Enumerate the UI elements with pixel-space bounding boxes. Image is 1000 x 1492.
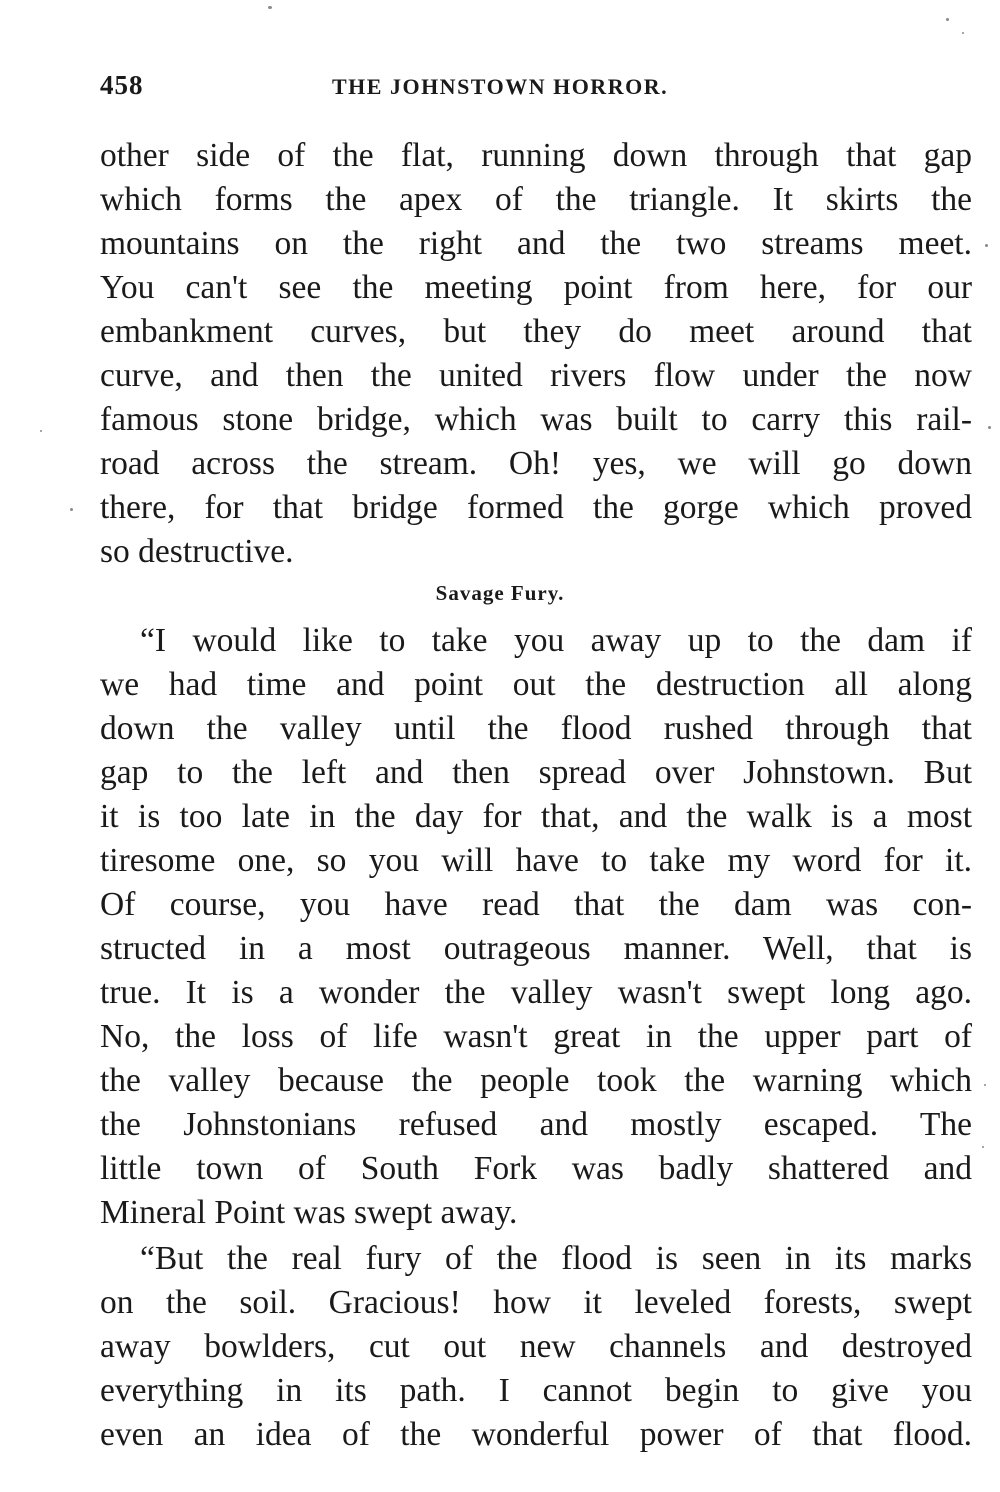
book-title: THE JOHNSTOWN HORROR. [332,74,669,99]
text-line: tiresome one, so you will have to take my word for it. [100,842,972,879]
section-heading: Savage Fury. [435,581,565,605]
paper-speck [988,426,991,429]
text-line: famous stone bridge, which was built to carry this rail- [100,401,972,438]
text-line: “But the real fury of the flood is seen in its marks [140,1240,972,1277]
page-number: 458 [100,70,144,100]
paragraph-savage-fury [100,619,972,1235]
text-line: the Johnstonians refused and mostly escaped. The [100,1106,972,1143]
text-line: structed in a most outrageous manner. Well, that is [100,930,972,967]
paper-speck [40,430,42,432]
paper-speck [70,508,73,511]
paragraph-continuation [100,134,972,574]
text-line: No, the loss of life wasn't great in the upper part of [100,1018,972,1055]
text-line: road across the stream. Oh! yes, we will go down [100,445,972,482]
text-line: down the valley until the flood rushed through that [100,710,972,747]
text-line: You can't see the meeting point from here, for our [100,269,972,306]
text-line: even an idea of the wonderful power of that flood. [100,1416,972,1453]
text-line: curve, and then the united rivers flow under the now [100,357,972,394]
text-line: which forms the apex of the triangle. It skirts the [100,181,972,218]
text-line: true. It is a wonder the valley wasn't swept long ago. [100,974,972,1011]
text-line: Mineral Point was swept away. [100,1194,518,1231]
text-line: Of course, you have read that the dam was con- [100,886,972,923]
paper-speck [946,18,949,21]
text-line: away bowlders, cut out new channels and destroyed [100,1328,972,1365]
text-line: we had time and point out the destruction all along [100,666,972,703]
text-line: mountains on the right and the two streams meet. [100,225,972,262]
text-line: “I would like to take you away up to the dam if [140,622,972,659]
paper-speck [268,6,272,9]
text-line: embankment curves, but they do meet around that [100,313,972,350]
text-line: little town of South Fork was badly shattered and [100,1150,972,1187]
paper-speck [985,244,988,247]
text-line: other side of the flat, running down through that gap [100,137,972,174]
text-line: the valley because the people took the warning which [100,1062,972,1099]
paper-speck [962,32,964,34]
paper-speck [982,1146,984,1148]
running-head [100,70,972,110]
paragraph-real-fury [100,1237,972,1457]
text-line: there, for that bridge formed the gorge which proved [100,489,972,526]
text-line: on the soil. Gracious! how it leveled forests, swept [100,1284,972,1321]
text-line: gap to the left and then spread over Johnstown. But [100,754,972,791]
text-line: so destructive. [100,533,294,570]
text-line: everything in its path. I cannot begin to give you [100,1372,972,1409]
paper-speck [984,1084,986,1086]
text-line: it is too late in the day for that, and the walk is a most [100,798,972,835]
